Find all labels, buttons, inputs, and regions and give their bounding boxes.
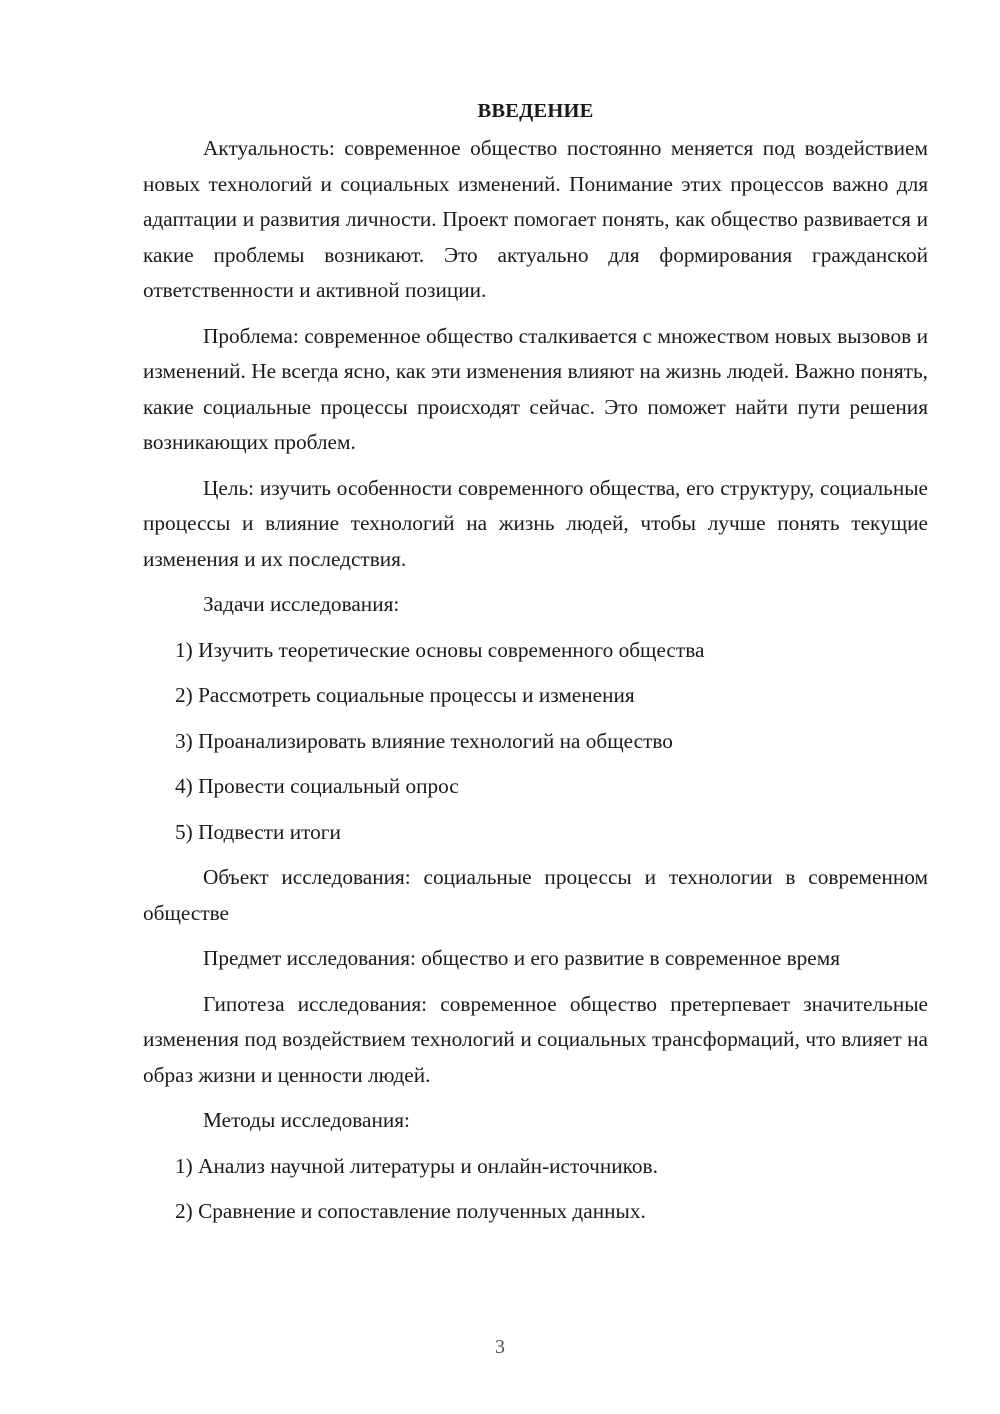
task-item: 3) Проанализировать влияние технологий на общество [175, 728, 673, 753]
page-title: ВВЕДЕНИЕ [477, 100, 594, 122]
goal-paragraph: Цель: изучить особенности современного общества, его структуру, социальные процессы и влияние технологий на жизнь людей, чтобы лучше понять текущие изменения и их последствия. [143, 475, 928, 571]
hypothesis-paragraph: Гипотеза исследования: современное общество претерпевает значительные изменения под воздействием технологий и социальных трансформаций, что влияет на образ жизни и ценности людей. [143, 991, 928, 1087]
methods-heading: Методы исследования: [203, 1108, 410, 1132]
page-number: 3 [495, 1336, 505, 1358]
task-item: 4) Провести социальный опрос [175, 774, 459, 798]
object-paragraph: Объект исследования: социальные процессы и технологии в современном обществе [143, 865, 928, 925]
relevance-paragraph: Актуальность: современное общество постоянно меняется под воздействием новых технологий и социальных изменений. Понимание этих процессов важно для адаптации и развития личности. Проект помогает понять, как общество развивается и какие проблемы возникают. Это актуально для формирования гражданской ответственности и активной позиции. [143, 136, 928, 302]
task-item: 1) Изучить теоретические основы современного общества [175, 637, 705, 662]
method-item: 2) Сравнение и сопоставление полученных данных. [175, 1199, 646, 1223]
task-item: 2) Рассмотреть социальные процессы и изменения [175, 683, 635, 707]
document-page [143, 95, 928, 1240]
problem-paragraph: Проблема: современное общество сталкивается с множеством новых вызовов и изменений. Не всегда ясно, как эти изменения влияют на жизнь людей. Важно понять, какие социальные процессы происходят сейчас. Это поможет найти пути решения возникающих проблем. [143, 323, 928, 454]
tasks-heading: Задачи исследования: [203, 592, 400, 616]
method-item: 1) Анализ научной литературы и онлайн-источников. [175, 1153, 658, 1178]
task-item: 5) Подвести итоги [175, 819, 341, 844]
subject-paragraph: Предмет исследования: общество и его развитие в современное время [203, 946, 841, 970]
